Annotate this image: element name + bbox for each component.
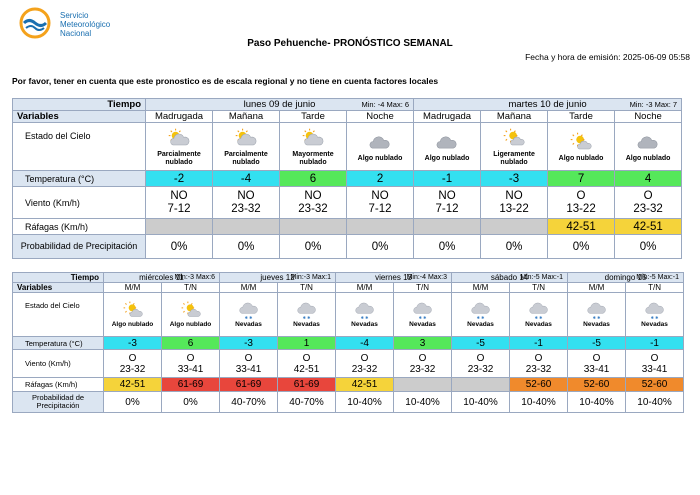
wind-direction: O bbox=[128, 352, 137, 364]
sky-cell bbox=[394, 293, 452, 337]
temp-cell: -1 bbox=[414, 171, 481, 187]
sun-small-cloud-icon bbox=[122, 300, 144, 322]
forecast-table-long bbox=[12, 272, 684, 413]
snow-cloud-icon bbox=[528, 300, 550, 322]
cloud-icon bbox=[435, 131, 459, 155]
sky-text: Nevadas bbox=[525, 321, 552, 329]
sky-text: Nevadas bbox=[583, 321, 610, 329]
day-minmax: Min:-5 Max:-1 bbox=[520, 274, 564, 281]
gust-cell: 42-51 bbox=[104, 378, 162, 392]
gust-cell bbox=[213, 219, 280, 235]
wind-cell bbox=[626, 350, 684, 378]
gust-cell: 42-51 bbox=[336, 378, 394, 392]
period-label: Madrugada bbox=[414, 111, 481, 123]
sky-text: Nevadas bbox=[467, 321, 494, 329]
sun-cloud-icon bbox=[167, 127, 191, 151]
gust-cell: 61-69 bbox=[162, 378, 220, 392]
wind-speed: 33-41 bbox=[235, 363, 262, 375]
wind-direction: O bbox=[244, 352, 253, 364]
day-minmax: Min:-3 Max:6 bbox=[174, 274, 216, 281]
snow-cloud-icon bbox=[412, 300, 434, 322]
snow-cloud-icon bbox=[238, 300, 260, 322]
temp-cell: -3 bbox=[104, 337, 162, 350]
temp-cell: 7 bbox=[548, 171, 615, 187]
wind-cell bbox=[336, 350, 394, 378]
wind-speed: 7-12 bbox=[435, 202, 459, 215]
sky-cell bbox=[548, 123, 615, 171]
wind-cell bbox=[615, 187, 682, 219]
sky-text: Algo nublado bbox=[424, 154, 470, 162]
wind-direction: NO bbox=[170, 189, 188, 202]
day-minmax: Min:-5 Max:-1 bbox=[636, 274, 680, 281]
sun-small-cloud-icon bbox=[569, 131, 593, 155]
wind-speed: 23-32 bbox=[409, 363, 436, 375]
day-name: sábado 14 bbox=[490, 273, 529, 282]
wind-cell bbox=[220, 350, 278, 378]
wind-speed: 23-32 bbox=[298, 202, 328, 215]
gust-cell bbox=[347, 219, 414, 235]
prob-cell: 0% bbox=[347, 235, 414, 259]
period-label: Madrugada bbox=[146, 111, 213, 123]
period-label: T/N bbox=[162, 283, 220, 293]
prob-cell: 10-40% bbox=[568, 392, 626, 413]
sky-text: Algo nublado bbox=[111, 321, 154, 329]
temp-cell: -5 bbox=[568, 337, 626, 350]
wind-direction: NO bbox=[371, 189, 389, 202]
viento-label: Viento (Km/h) bbox=[13, 187, 146, 219]
variables-label: Variables bbox=[13, 111, 146, 123]
sky-text: Mayormente nublado bbox=[292, 151, 334, 166]
org-name: Servicio Meteorológico Nacional bbox=[60, 11, 111, 38]
wind-direction: O bbox=[360, 352, 369, 364]
sky-cell bbox=[481, 123, 548, 171]
sun-small-cloud-icon bbox=[180, 300, 202, 322]
wind-speed: 13-22 bbox=[499, 202, 529, 215]
wind-cell bbox=[146, 187, 213, 219]
gust-cell: 42-51 bbox=[548, 219, 615, 235]
gust-cell bbox=[146, 219, 213, 235]
wind-speed: 7-12 bbox=[368, 202, 392, 215]
wind-direction: O bbox=[418, 352, 427, 364]
wind-direction: O bbox=[476, 352, 485, 364]
temp-cell: 1 bbox=[278, 337, 336, 350]
snow-cloud-icon bbox=[644, 300, 666, 322]
svg-text:✱ ✱: ✱ ✱ bbox=[244, 314, 252, 320]
period-label: Tarde bbox=[280, 111, 347, 123]
day-name: miércoles 11 bbox=[139, 273, 184, 282]
rafagas-label: Ráfagas (Km/h) bbox=[13, 378, 104, 392]
sky-cell bbox=[510, 293, 568, 337]
wind-cell bbox=[510, 350, 568, 378]
temp-cell: 2 bbox=[347, 171, 414, 187]
day-minmax: Min: -3 Max: 7 bbox=[629, 100, 678, 109]
wind-cell bbox=[452, 350, 510, 378]
period-label: M/M bbox=[220, 283, 278, 293]
probabilidad-label: Probabilidad de Precipitación bbox=[13, 235, 146, 259]
period-label: T/N bbox=[278, 283, 336, 293]
temp-cell: -2 bbox=[146, 171, 213, 187]
temp-cell: 6 bbox=[162, 337, 220, 350]
temp-cell: -3 bbox=[481, 171, 548, 187]
period-label: M/M bbox=[568, 283, 626, 293]
snow-cloud-icon bbox=[470, 300, 492, 322]
sky-cell bbox=[347, 123, 414, 171]
sky-cell bbox=[162, 293, 220, 337]
wind-speed: 33-41 bbox=[177, 363, 204, 375]
wind-direction: O bbox=[534, 352, 543, 364]
temp-cell: -4 bbox=[336, 337, 394, 350]
temp-cell: -5 bbox=[452, 337, 510, 350]
cloud-icon bbox=[636, 131, 660, 155]
wind-direction: O bbox=[643, 189, 653, 202]
period-label: M/M bbox=[336, 283, 394, 293]
snow-cloud-icon bbox=[354, 300, 376, 322]
day-name: lunes 09 de junio bbox=[243, 99, 316, 110]
period-label: Noche bbox=[347, 111, 414, 123]
wind-direction: NO bbox=[505, 189, 523, 202]
prob-cell: 40-70% bbox=[220, 392, 278, 413]
rafagas-label: Ráfagas (Km/h) bbox=[13, 219, 146, 235]
wind-cell bbox=[414, 187, 481, 219]
svg-text:✱ ✱: ✱ ✱ bbox=[534, 314, 543, 320]
wind-cell bbox=[347, 187, 414, 219]
temperatura-label: Temperatura (°C) bbox=[13, 171, 146, 187]
day-minmax: Min: -4 Max: 6 bbox=[361, 100, 410, 109]
gust-cell: 52-60 bbox=[626, 378, 684, 392]
temperatura-label: Temperatura (°C) bbox=[13, 337, 104, 350]
gust-cell bbox=[280, 219, 347, 235]
cloud-icon bbox=[368, 131, 392, 155]
wind-direction: NO bbox=[304, 189, 322, 202]
sun-cloud-icon bbox=[234, 127, 258, 151]
sky-text: Algo nublado bbox=[558, 154, 604, 162]
sky-text: Parcialmente nublado bbox=[157, 151, 201, 166]
wind-speed: 23-32 bbox=[633, 202, 663, 215]
svg-text:✱ ✱: ✱ ✱ bbox=[302, 314, 310, 320]
prob-cell: 0% bbox=[481, 235, 548, 259]
gust-cell: 61-69 bbox=[220, 378, 278, 392]
sky-cell bbox=[336, 293, 394, 337]
svg-text:✱ ✱: ✱ ✱ bbox=[650, 314, 659, 320]
sky-cell bbox=[104, 293, 162, 337]
day-minmax: Min:-3 Max:1 bbox=[290, 274, 332, 281]
prob-cell: 0% bbox=[104, 392, 162, 413]
sky-text: Algo nublado bbox=[169, 321, 212, 329]
sky-cell bbox=[414, 123, 481, 171]
gust-cell: 52-60 bbox=[568, 378, 626, 392]
estado-label: Estado del Cielo bbox=[13, 123, 146, 171]
prob-cell: 0% bbox=[213, 235, 280, 259]
page-title: Paso Pehuenche- PRONÓSTICO SEMANAL bbox=[247, 38, 453, 49]
wind-cell bbox=[394, 350, 452, 378]
period-label: M/M bbox=[452, 283, 510, 293]
wind-cell bbox=[162, 350, 220, 378]
sky-text: Nevadas bbox=[293, 321, 320, 329]
wind-cell bbox=[548, 187, 615, 219]
day-header bbox=[146, 99, 414, 111]
period-label: T/N bbox=[626, 283, 684, 293]
sky-cell bbox=[452, 293, 510, 337]
day-name: domingo 15 bbox=[604, 273, 647, 282]
prob-cell: 0% bbox=[162, 392, 220, 413]
period-label: T/N bbox=[394, 283, 452, 293]
prob-cell: 0% bbox=[280, 235, 347, 259]
snow-cloud-icon bbox=[296, 300, 318, 322]
sky-text: Nevadas bbox=[409, 321, 436, 329]
probabilidad-label: Probabilidad de Precipitación bbox=[13, 392, 104, 413]
tiempo-label: Tiempo bbox=[13, 273, 104, 283]
wind-direction: O bbox=[650, 352, 659, 364]
prob-cell: 10-40% bbox=[626, 392, 684, 413]
viento-label: Viento (Km/h) bbox=[13, 350, 104, 378]
sky-text: Algo nublado bbox=[357, 154, 403, 162]
sun-cloud-icon bbox=[301, 127, 325, 151]
temp-cell: 3 bbox=[394, 337, 452, 350]
sky-cell bbox=[568, 293, 626, 337]
prob-cell: 0% bbox=[615, 235, 682, 259]
prob-cell: 0% bbox=[414, 235, 481, 259]
temp-cell: -3 bbox=[220, 337, 278, 350]
wind-cell bbox=[278, 350, 336, 378]
svg-text:✱ ✱: ✱ ✱ bbox=[592, 314, 601, 320]
svg-text:✱ ✱: ✱ ✱ bbox=[360, 314, 368, 320]
prob-cell: 0% bbox=[548, 235, 615, 259]
temp-cell: -1 bbox=[510, 337, 568, 350]
sky-text: Nevadas bbox=[235, 321, 262, 329]
disclaimer-note: Por favor, tener en cuenta que este pronostico es de escala regional y no tiene en cuenta factores locales bbox=[12, 76, 439, 86]
day-header bbox=[336, 273, 452, 283]
day-header bbox=[568, 273, 684, 283]
period-label: Tarde bbox=[548, 111, 615, 123]
sky-cell bbox=[146, 123, 213, 171]
wind-speed: 23-32 bbox=[525, 363, 552, 375]
gust-cell bbox=[414, 219, 481, 235]
sky-cell bbox=[615, 123, 682, 171]
sky-cell bbox=[280, 123, 347, 171]
forecast-table-short bbox=[12, 98, 682, 259]
gust-cell bbox=[452, 378, 510, 392]
prob-cell: 0% bbox=[146, 235, 213, 259]
sky-cell bbox=[220, 293, 278, 337]
wind-speed: 13-22 bbox=[566, 202, 596, 215]
prob-cell: 40-70% bbox=[278, 392, 336, 413]
prob-cell: 10-40% bbox=[394, 392, 452, 413]
wind-cell bbox=[481, 187, 548, 219]
temp-cell: -4 bbox=[213, 171, 280, 187]
wind-speed: 23-32 bbox=[467, 363, 494, 375]
wind-cell bbox=[280, 187, 347, 219]
gust-cell bbox=[481, 219, 548, 235]
wind-speed: 33-41 bbox=[641, 363, 668, 375]
wind-direction: O bbox=[592, 352, 601, 364]
variables-label: Variables bbox=[13, 283, 104, 293]
sky-cell bbox=[626, 293, 684, 337]
wind-speed: 42-51 bbox=[293, 363, 320, 375]
day-header bbox=[220, 273, 336, 283]
estado-label: Estado del Cielo bbox=[13, 293, 104, 337]
wind-cell bbox=[104, 350, 162, 378]
wind-direction: O bbox=[576, 189, 586, 202]
wind-cell bbox=[213, 187, 280, 219]
period-label: Mañana bbox=[481, 111, 548, 123]
sky-text: Ligeramente nublado bbox=[493, 151, 535, 166]
gust-cell: 52-60 bbox=[510, 378, 568, 392]
wind-direction: O bbox=[302, 352, 311, 364]
day-name: martes 10 de junio bbox=[508, 99, 587, 110]
wind-direction: NO bbox=[237, 189, 255, 202]
tiempo-label: Tiempo bbox=[13, 99, 146, 111]
sky-text: Nevadas bbox=[351, 321, 378, 329]
period-label: T/N bbox=[510, 283, 568, 293]
gust-cell: 42-51 bbox=[615, 219, 682, 235]
day-name: jueves 12 bbox=[260, 273, 295, 282]
svg-text:✱ ✱: ✱ ✱ bbox=[476, 314, 485, 320]
prob-cell: 10-40% bbox=[336, 392, 394, 413]
wind-speed: 7-12 bbox=[167, 202, 191, 215]
sun-small-cloud-icon bbox=[502, 127, 526, 151]
period-label: M/M bbox=[104, 283, 162, 293]
temp-cell: 6 bbox=[280, 171, 347, 187]
period-label: Mañana bbox=[213, 111, 280, 123]
day-header bbox=[414, 99, 682, 111]
wind-direction: O bbox=[186, 352, 195, 364]
day-header bbox=[104, 273, 220, 283]
wind-direction: NO bbox=[438, 189, 456, 202]
temp-cell: -1 bbox=[626, 337, 684, 350]
sky-cell bbox=[213, 123, 280, 171]
prob-cell: 10-40% bbox=[510, 392, 568, 413]
day-minmax: Min:-4 Max:3 bbox=[406, 274, 448, 281]
wind-speed: 23-32 bbox=[119, 363, 146, 375]
day-header bbox=[452, 273, 568, 283]
wind-speed: 23-32 bbox=[351, 363, 378, 375]
day-name: viernes 13 bbox=[375, 273, 412, 282]
temp-cell: 4 bbox=[615, 171, 682, 187]
snow-cloud-icon bbox=[586, 300, 608, 322]
sky-text: Algo nublado bbox=[625, 154, 671, 162]
wind-speed: 33-41 bbox=[583, 363, 610, 375]
gust-cell bbox=[394, 378, 452, 392]
emission-date: Fecha y hora de emisión: 2025-06-09 05:58 bbox=[525, 52, 690, 62]
sky-text: Nevadas bbox=[641, 321, 668, 329]
wind-cell bbox=[568, 350, 626, 378]
gust-cell: 61-69 bbox=[278, 378, 336, 392]
sky-cell bbox=[278, 293, 336, 337]
wind-speed: 23-32 bbox=[231, 202, 261, 215]
prob-cell: 10-40% bbox=[452, 392, 510, 413]
period-label: Noche bbox=[615, 111, 682, 123]
svg-text:✱ ✱: ✱ ✱ bbox=[418, 314, 426, 320]
sky-text: Parcialmente nublado bbox=[224, 151, 268, 166]
